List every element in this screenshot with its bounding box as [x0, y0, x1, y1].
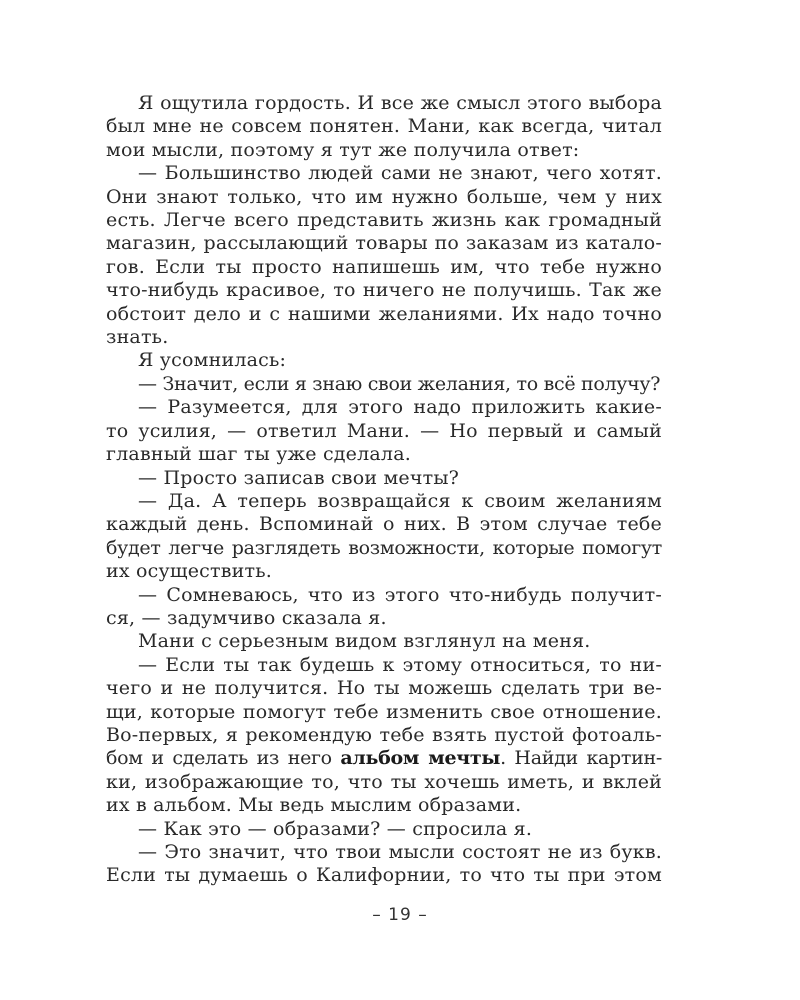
text-line: Во-первых, я рекомендую тебе взять пустой фотоаль- — [106, 723, 662, 746]
text-line: — Сомневаюсь, что из этого что-нибудь получит- — [138, 583, 662, 606]
text-line: — Большинство людей сами не знают, чего хотят. — [138, 162, 662, 185]
text-line: — Это значит, что твои мысли состоят не из букв. — [138, 841, 662, 863]
text-line: — Значит, если я знаю свои желания, то всё получу? — [138, 372, 661, 395]
text-line: их осуществить. — [106, 560, 272, 583]
emphasized-term: альбом мечты — [340, 747, 501, 770]
text-line: их в альбом. Мы ведь мыслим образами. — [106, 794, 522, 817]
text-line: Если ты думаешь о Калифорнии, то что ты при этом — [106, 864, 662, 887]
text-line: щи, которые помогут тебе изменить свое отношение. — [106, 700, 662, 723]
text-line: — Да. А теперь возвращайся к своим желаниям — [138, 489, 662, 512]
text-line: — Разумеется, для этого надо приложить какие- — [138, 396, 662, 419]
text-line: то усилия, — ответил Мани. — Но первый и самый — [106, 419, 662, 442]
text-line: — Просто записав свои мечты? — [138, 466, 460, 489]
text-line: знать. — [106, 326, 169, 349]
text-line: Я усомнилась: — [138, 349, 287, 372]
text-line: что-нибудь красивое, то ничего не получишь. Так же — [106, 279, 662, 302]
text-line — [106, 747, 662, 770]
text-line: будет легче разглядеть возможности, которые помогут — [106, 536, 662, 559]
body-text — [106, 92, 662, 888]
text-line: главный шаг ты уже сделала. — [106, 443, 411, 466]
text-segment: . Найди картин- — [500, 747, 662, 770]
page-number: – 19 – — [372, 905, 428, 925]
text-line: магазин, рассылающий товары по заказам из катало- — [106, 232, 662, 255]
text-line: был мне не совсем понятен. Мани, как всегда, читал — [106, 115, 662, 138]
text-line: чего и не получится. Но ты можешь сделать три ве- — [106, 677, 662, 700]
text-line: ки, изображающие то, что ты хочешь иметь, и вклей — [106, 770, 662, 793]
text-line: обстоит дело и с нашими желаниями. Их надо точно — [106, 302, 662, 325]
text-line: ся, — задумчиво сказала я. — [106, 606, 387, 629]
text-line: Я ощутила гордость. И все же смысл этого выбора — [138, 92, 662, 114]
text-line: Мани с серьезным видом взглянул на меня. — [138, 630, 591, 653]
text-line: гов. Если ты просто напишешь им, что тебе нужно — [106, 255, 662, 278]
text-line: — Как это — образами? — спросила я. — [138, 817, 533, 840]
text-line: мои мысли, поэтому я тут же получила ответ: — [106, 138, 580, 161]
text-line: Они знают только, что им нужно больше, чем у них — [106, 185, 662, 208]
text-line: есть. Легче всего представить жизнь как громадный — [106, 209, 662, 232]
text-line: — Если ты так будешь к этому относиться, то ни- — [138, 653, 662, 676]
text-line: каждый день. Вспоминай о них. В этом случае тебе — [106, 513, 662, 536]
text-segment: бом и сделать из него — [106, 747, 341, 770]
